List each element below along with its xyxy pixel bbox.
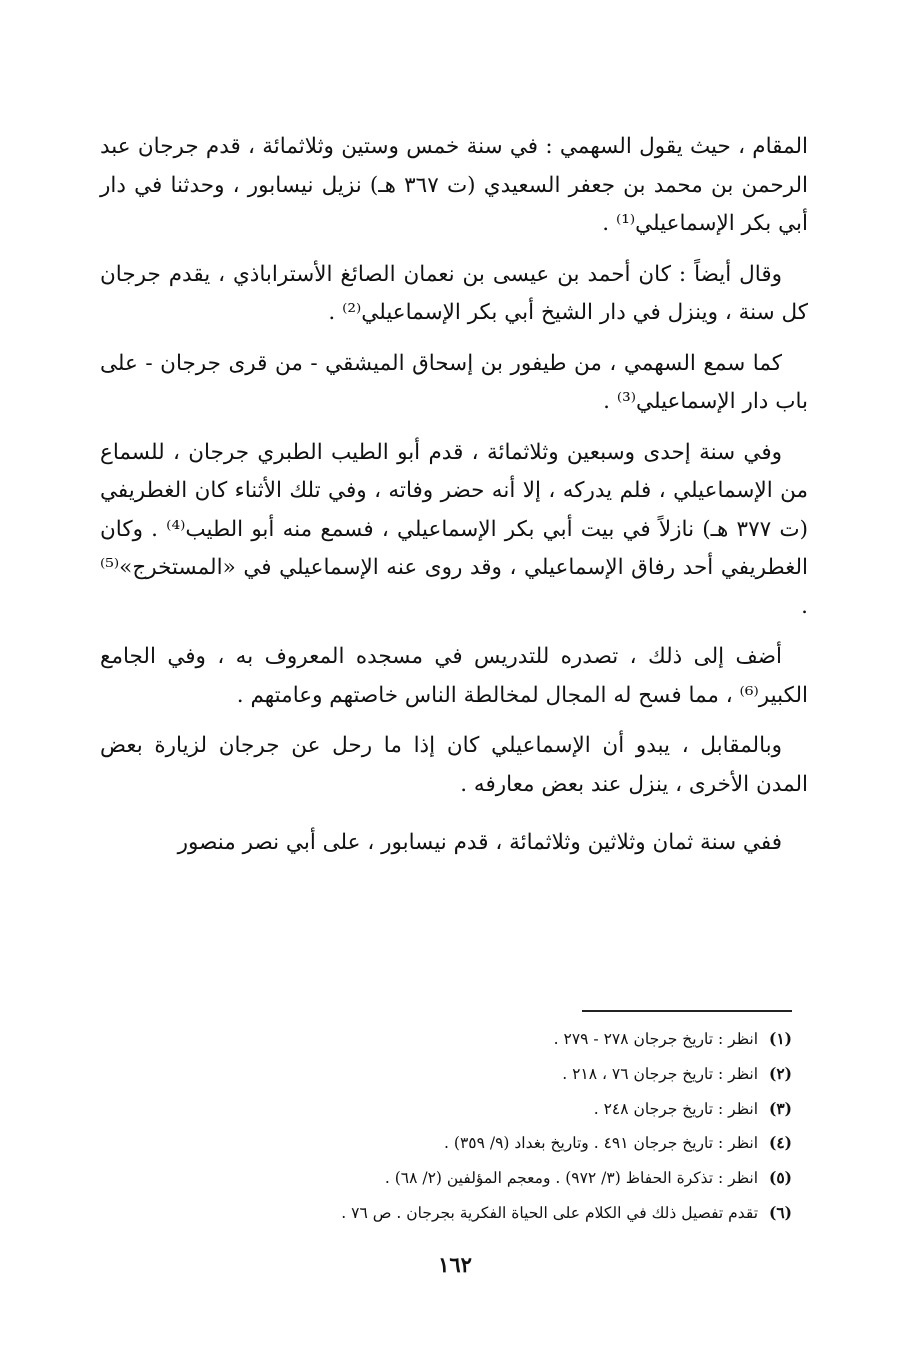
footnote bbox=[120, 1022, 792, 1057]
footnote-text: انظر : تاريخ جرجان ٢٧٨ - ٢٧٩ . bbox=[553, 1030, 759, 1048]
footnote-number: (١) bbox=[768, 1029, 792, 1048]
footnote-number: (٥) bbox=[768, 1168, 792, 1188]
paragraph: وقال أيضاً : كان أحمد بن عيسى بن نعمان الصائغ الأستراباذي ، يقدم جرجان كل سنة ، وينزل في دار الشيخ أبي بكر الإسماعيلي⁽²⁾ . bbox=[100, 261, 808, 325]
paragraph: وفي سنة إحدى وسبعين وثلاثمائة ، قدم أبو الطيب الطبري جرجان ، للسماع من الإسماعيلي ، فلم يدركه ، إلا أنه حضر وفاته ، وفي تلك الأثناء كان الغطريفي (ت ٣٧٧ هـ) نازلاً في بيت أبي بكر الإسماعيلي ، فسمع منه أبو الطيب⁽⁴⁾ . وكان الغطريفي أحد رفاق الإسماعيلي ، وقد روى عنه الإسماعيلي في «المستخرج»⁽⁵⁾ . bbox=[100, 439, 808, 619]
footnote bbox=[120, 1126, 792, 1161]
footnote-number: (٢) bbox=[768, 1063, 792, 1083]
footnote-text: انظر : تذكرة الحفاظ (٣/ ٩٧٢) . ومعجم المؤلفين (٢/ ٦٨) . bbox=[384, 1169, 759, 1188]
footnote bbox=[120, 1057, 792, 1092]
paragraph: المقام ، حيث يقول السهمي : في سنة خمس وستين وثلاثمائة ، قدم جرجان عبد الرحمن بن محمد بن جعفر السعيدي (ت ٣٦٧ هـ) نزيل نيسابور ، وحدثنا في دار أبي بكر الإسماعيلي⁽¹⁾ . bbox=[100, 134, 808, 236]
footnote bbox=[120, 1196, 792, 1231]
footnote-number: (٤) bbox=[768, 1133, 792, 1153]
footnote-number: (٦) bbox=[768, 1202, 792, 1222]
paragraph: ففي سنة ثمان وثلاثين وثلاثمائة ، قدم نيسابور ، على أبي نصر منصور bbox=[177, 830, 782, 855]
main-text bbox=[100, 128, 808, 875]
paragraph: كما سمع السهمي ، من طيفور بن إسحاق الميشقي - من قرى جرجان - على باب دار الإسماعيلي⁽³⁾ . bbox=[100, 350, 808, 414]
paragraph: أضف إلى ذلك ، تصدره للتدريس في مسجده المعروف به ، وفي الجامع الكبير⁽⁶⁾ ، مما فسح له المجال لمخالطة الناس خاصتهم وعامتهم . bbox=[100, 644, 808, 708]
paragraph: وبالمقابل ، يبدو أن الإسماعيلي كان إذا ما رحل عن جرجان لزيارة بعض المدن الأخرى ، ينزل عند بعض معارفه . bbox=[100, 733, 808, 797]
footnote-number: (٣) bbox=[768, 1098, 792, 1118]
footnote-text: انظر : تاريخ جرجان ٤٩١ . وتاريخ بغداد (٩/ ٣٥٩) . bbox=[444, 1134, 759, 1153]
footnote-text: انظر : تاريخ جرجان ٧٦ ، ٢١٨ . bbox=[562, 1064, 759, 1083]
footnote bbox=[120, 1092, 792, 1127]
footnote-text: تقدم تفصيل ذلك في الكلام على الحياة الفكرية بجرجان . ص ٧٦ . bbox=[341, 1203, 759, 1222]
footnotes bbox=[120, 1022, 792, 1231]
footnote-text: انظر : تاريخ جرجان ٢٤٨ . bbox=[593, 1099, 759, 1118]
footnote-separator bbox=[582, 1010, 792, 1012]
page-number: ١٦٢ bbox=[438, 1252, 472, 1277]
footnote bbox=[120, 1161, 792, 1196]
